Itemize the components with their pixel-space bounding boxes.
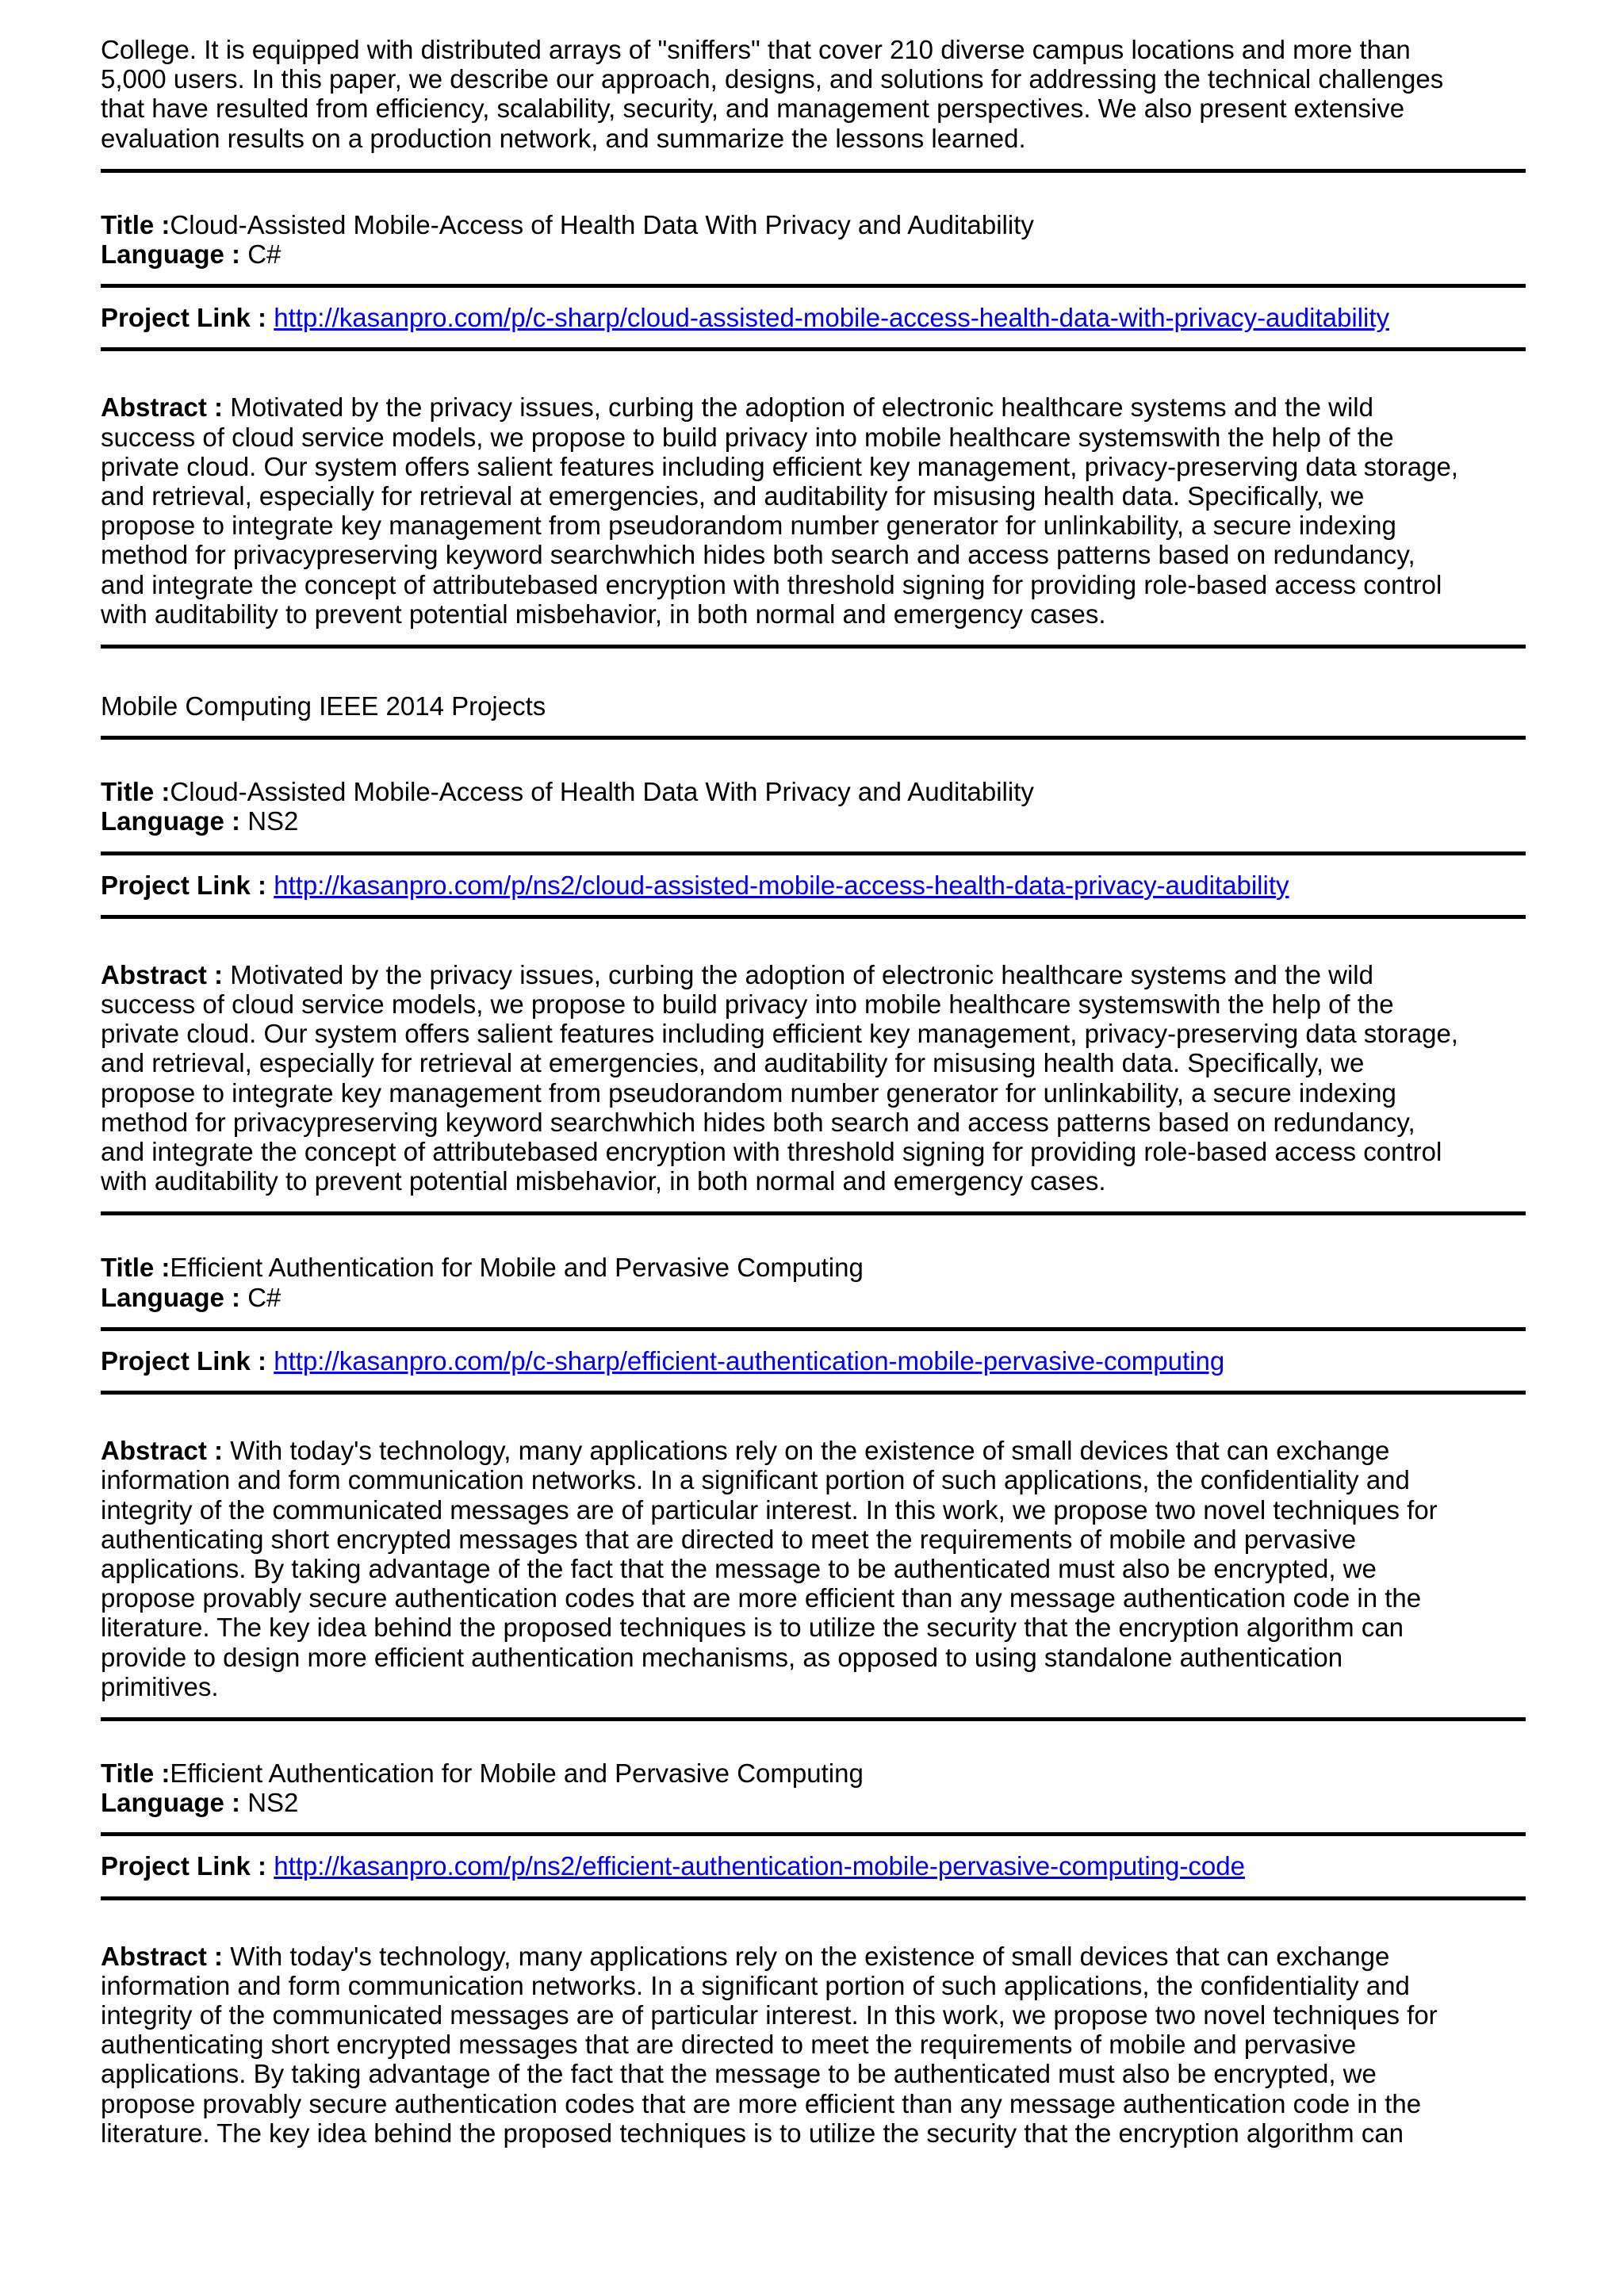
project-language: C# <box>247 239 282 270</box>
project-language: C# <box>247 1282 282 1312</box>
project-link-line <box>101 871 1526 900</box>
title-label: Title : <box>101 777 170 807</box>
section-heading: Mobile Computing IEEE 2014 Projects <box>101 691 546 721</box>
title-label: Title : <box>101 1253 170 1283</box>
abstract-text: Motivated by the privacy issues, curbing the adoption of electronic healthcare systems and the wild success of cloud service models, we propose to build privacy into mobile healthcare systemswith the help of the private cloud. Our system offers salient features including efficient key management, privacy-preserving data storage, and retrieval, especially for retrieval at emergencies, and auditability for misusing health data. Specifically, we propose to integrate key management from pseudorandom number generator for unlinkability, a secure indexing method for privacypreserving keyword searchwhich hides both search and access patterns based on redundancy, and integrate the concept of attributebased encryption with threshold signing for providing role-based access control with auditability to prevent potential misbehavior, in both normal and emergency cases. <box>101 392 1458 629</box>
language-line <box>101 1788 1526 1817</box>
project-entry <box>101 1253 1526 1311</box>
project-link[interactable]: http://kasanpro.com/p/ns2/efficient-authentication-mobile-pervasive-computing-code <box>274 1851 1245 1881</box>
divider <box>101 1211 1526 1215</box>
abstract-label: Abstract : <box>101 1941 224 1971</box>
project-link[interactable]: http://kasanpro.com/p/c-sharp/efficient-authentication-mobile-pervasive-computing <box>274 1345 1225 1376</box>
intro-paragraph: College. It is equipped with distributed arrays of "sniffers" that cover 210 diverse campus locations and more than 5,000 users. In this paper, we describe our approach, designs, and solutions for addressing the technical challenges that have resulted from efficiency, scalability, security, and management perspectives. We also present extensive evaluation results on a production network, and summarize the lessons learned. <box>101 35 1444 153</box>
title-label: Title : <box>101 209 170 239</box>
title-line <box>101 210 1526 239</box>
project-link-line <box>101 1346 1526 1376</box>
project-language: NS2 <box>247 1788 299 1818</box>
abstract-paragraph <box>101 392 1526 629</box>
abstract-text: With today's technology, many applications rely on the existence of small devices that can exchange information and form communication networks. In a significant portion of such applications, the confidentiality and integrity of the communicated messages are of particular interest. In this work, we propose two novel techniques for authenticating short encrypted messages that are directed to meet the requirements of mobile and pervasive applications. By taking advantage of the fact that the message to be authenticated must also be encrypted, we propose provably secure authentication codes that are more efficient than any message authentication code in the literature. The key idea behind the proposed techniques is to utilize the security that the encryption algorithm can provide to design more efficient authentication mechanisms, as opposed to using standalone authentication primitives. <box>101 1436 1438 1701</box>
title-line <box>101 1758 1526 1788</box>
project-entry <box>101 210 1526 269</box>
abstract-label: Abstract : <box>101 1436 224 1466</box>
language-line <box>101 1283 1526 1312</box>
divider <box>101 851 1526 855</box>
divider <box>101 736 1526 740</box>
divider <box>101 1896 1526 1900</box>
language-line <box>101 806 1526 836</box>
title-line <box>101 777 1526 806</box>
abstract-label: Abstract : <box>101 392 224 423</box>
language-label: Language : <box>101 1788 241 1818</box>
divider <box>101 347 1526 351</box>
title-label: Title : <box>101 1758 170 1788</box>
project-link[interactable]: http://kasanpro.com/p/c-sharp/cloud-assisted-mobile-access-health-data-with-privacy-auditability <box>274 303 1389 333</box>
divider <box>101 169 1526 173</box>
project-entry <box>101 1758 1526 1817</box>
language-label: Language : <box>101 1282 241 1312</box>
divider <box>101 1832 1526 1836</box>
divider <box>101 1327 1526 1331</box>
abstract-label: Abstract : <box>101 959 224 989</box>
abstract-paragraph <box>101 1436 1526 1701</box>
project-link-label: Project Link : <box>101 303 267 333</box>
project-language: NS2 <box>247 806 299 836</box>
abstract-text: With today's technology, many applications rely on the existence of small devices that can exchange information and form communication networks. In a significant portion of such applications, the confidentiality and integrity of the communicated messages are of particular interest. In this work, we propose two novel techniques for authenticating short encrypted messages that are directed to meet the requirements of mobile and pervasive applications. By taking advantage of the fact that the message to be authenticated must also be encrypted, we propose provably secure authentication codes that are more efficient than any message authentication code in the literature. The key idea behind the proposed techniques is to utilize the security that the encryption algorithm can <box>101 1941 1438 2148</box>
abstract-paragraph <box>101 1942 1526 2148</box>
project-title: Cloud-Assisted Mobile-Access of Health Data With Privacy and Auditability <box>170 777 1034 807</box>
abstract-text: Motivated by the privacy issues, curbing the adoption of electronic healthcare systems and the wild success of cloud service models, we propose to build privacy into mobile healthcare systemswith the help of the private cloud. Our system offers salient features including efficient key management, privacy-preserving data storage, and retrieval, especially for retrieval at emergencies, and auditability for misusing health data. Specifically, we propose to integrate key management from pseudorandom number generator for unlinkability, a secure indexing method for privacypreserving keyword searchwhich hides both search and access patterns based on redundancy, and integrate the concept of attributebased encryption with threshold signing for providing role-based access control with auditability to prevent potential misbehavior, in both normal and emergency cases. <box>101 959 1458 1196</box>
project-link-label: Project Link : <box>101 870 267 900</box>
project-title: Efficient Authentication for Mobile and Pervasive Computing <box>170 1758 864 1788</box>
project-link-line <box>101 303 1526 332</box>
project-link[interactable]: http://kasanpro.com/p/ns2/cloud-assisted-mobile-access-health-data-privacy-auditability <box>274 870 1289 900</box>
document-page <box>101 35 1526 2148</box>
divider <box>101 284 1526 288</box>
project-entry <box>101 777 1526 836</box>
language-label: Language : <box>101 239 241 270</box>
divider <box>101 915 1526 919</box>
project-title: Cloud-Assisted Mobile-Access of Health Data With Privacy and Auditability <box>170 209 1034 239</box>
title-line <box>101 1253 1526 1282</box>
divider <box>101 645 1526 649</box>
project-link-label: Project Link : <box>101 1851 267 1881</box>
project-link-label: Project Link : <box>101 1345 267 1376</box>
project-title: Efficient Authentication for Mobile and Pervasive Computing <box>170 1253 864 1283</box>
divider <box>101 1717 1526 1721</box>
divider <box>101 1391 1526 1395</box>
abstract-paragraph <box>101 960 1526 1196</box>
language-label: Language : <box>101 806 241 836</box>
language-line <box>101 239 1526 269</box>
project-link-line <box>101 1851 1526 1881</box>
